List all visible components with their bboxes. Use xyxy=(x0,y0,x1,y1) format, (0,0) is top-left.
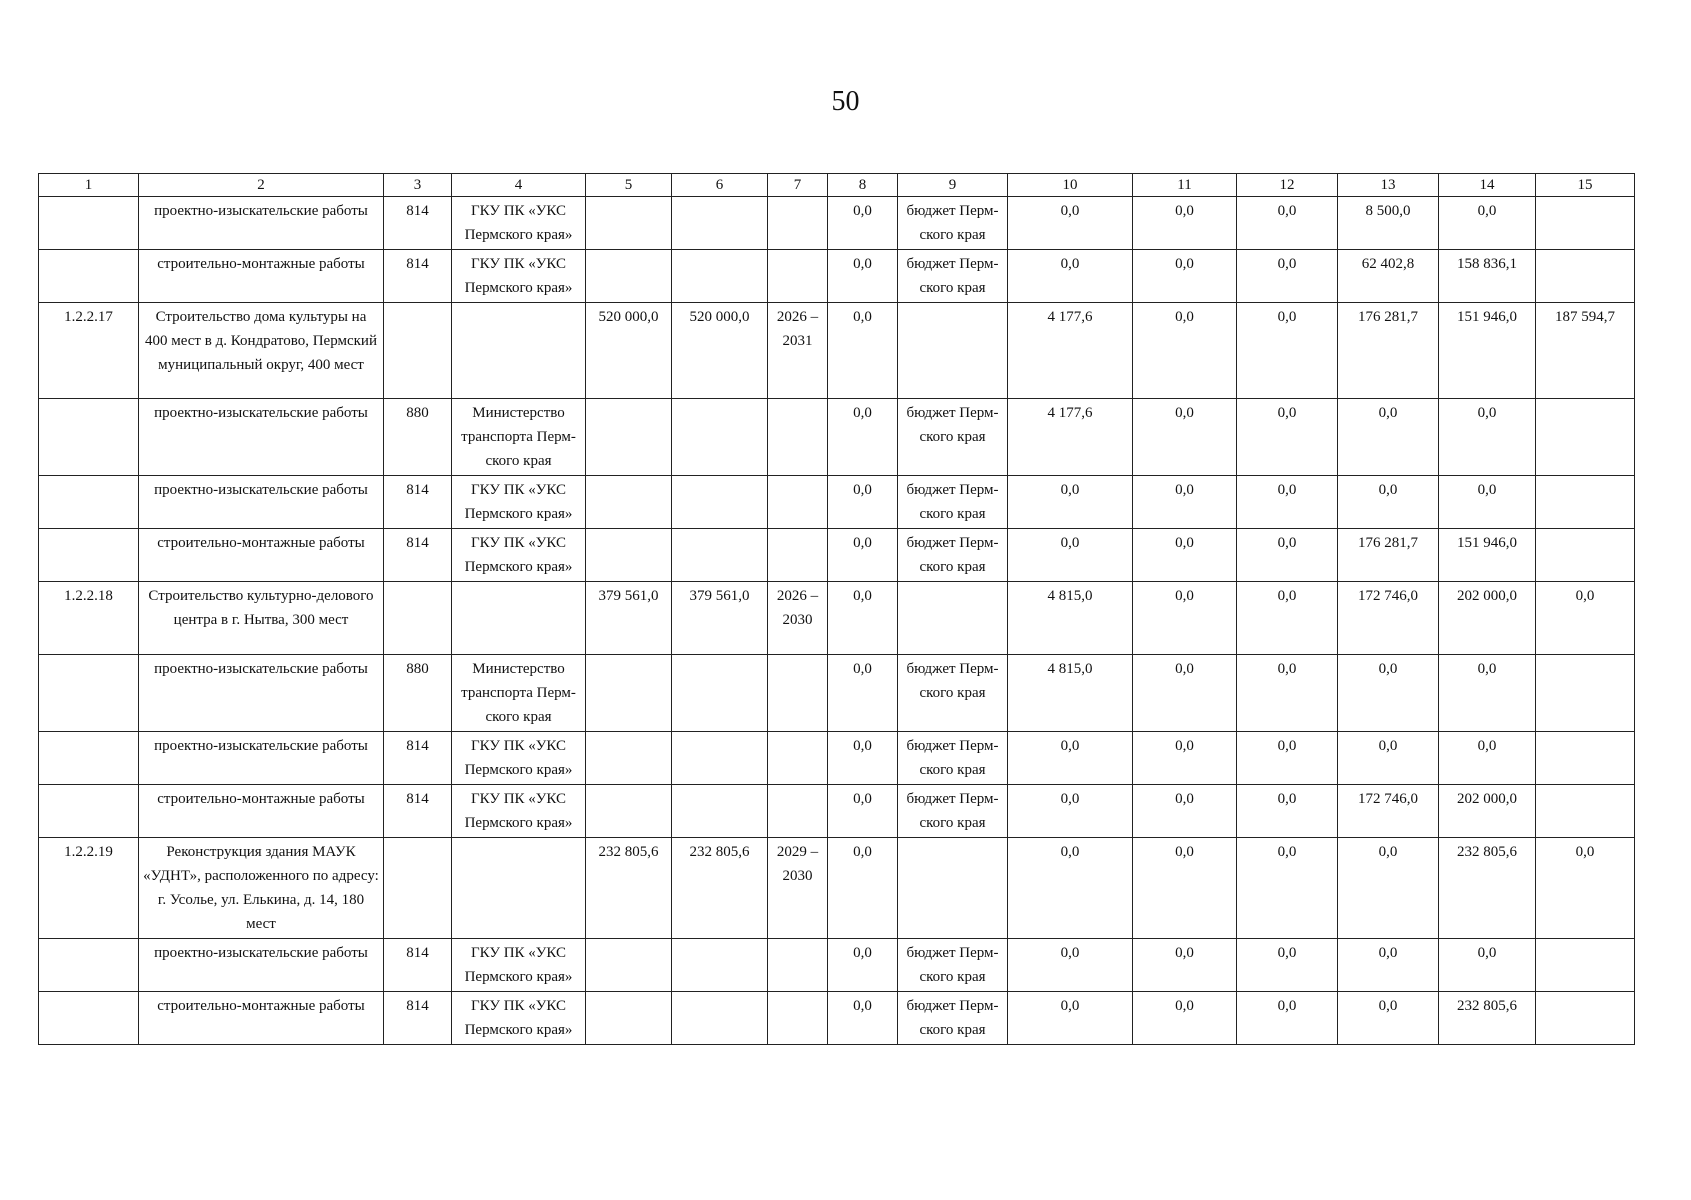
table-cell: 4 177,6 xyxy=(1008,303,1133,399)
table-cell: 0,0 xyxy=(828,838,898,939)
table-cell xyxy=(39,529,139,582)
table-cell xyxy=(39,197,139,250)
table-cell: 0,0 xyxy=(1237,838,1338,939)
column-header: 12 xyxy=(1237,174,1338,197)
table-cell: 62 402,8 xyxy=(1338,250,1439,303)
table-cell: 0,0 xyxy=(1439,655,1536,732)
table-cell: 814 xyxy=(384,476,452,529)
table-cell: 0,0 xyxy=(1237,250,1338,303)
table-cell: 0,0 xyxy=(1008,529,1133,582)
table-cell: 0,0 xyxy=(1237,303,1338,399)
table-cell xyxy=(1536,939,1635,992)
table-cell: 0,0 xyxy=(828,582,898,655)
table-cell: 151 946,0 xyxy=(1439,303,1536,399)
table-cell: 0,0 xyxy=(1439,939,1536,992)
table-cell: 232 805,6 xyxy=(586,838,672,939)
table-cell xyxy=(1536,732,1635,785)
table-cell: 2029 – 2030 xyxy=(768,838,828,939)
table-cell: 814 xyxy=(384,529,452,582)
table-cell: проектно-изыскательские работы xyxy=(139,732,384,785)
table-cell: 176 281,7 xyxy=(1338,529,1439,582)
table-cell: ГКУ ПК «УКС Пермского края» xyxy=(452,529,586,582)
table-cell: 0,0 xyxy=(1133,250,1237,303)
table-cell: 0,0 xyxy=(1338,992,1439,1045)
table-cell: 0,0 xyxy=(1338,732,1439,785)
table-cell xyxy=(672,992,768,1045)
table-cell: 0,0 xyxy=(1008,197,1133,250)
table-cell: 4 815,0 xyxy=(1008,582,1133,655)
table-cell xyxy=(672,939,768,992)
table-row xyxy=(39,582,1635,655)
table-cell: 202 000,0 xyxy=(1439,582,1536,655)
table-cell xyxy=(586,197,672,250)
table-cell xyxy=(384,582,452,655)
table-cell xyxy=(768,732,828,785)
table-cell: 0,0 xyxy=(1237,992,1338,1045)
table-cell: 0,0 xyxy=(1237,655,1338,732)
table-cell xyxy=(1536,529,1635,582)
table-cell: 0,0 xyxy=(1008,732,1133,785)
table-cell: Реконструкция здания МАУК «УДНТ», расположенного по адресу: г. Усолье, ул. Елькина, д. 14, 180 мест xyxy=(139,838,384,939)
table-row xyxy=(39,655,1635,732)
table-cell: 0,0 xyxy=(1133,399,1237,476)
table-cell xyxy=(586,250,672,303)
table-cell: 0,0 xyxy=(1536,582,1635,655)
table-row xyxy=(39,303,1635,399)
table-cell xyxy=(672,197,768,250)
table-cell: 1.2.2.19 xyxy=(39,838,139,939)
table-cell xyxy=(39,939,139,992)
table-cell: бюджет Перм-ского края xyxy=(898,939,1008,992)
table-cell: 0,0 xyxy=(828,785,898,838)
table-cell xyxy=(1536,655,1635,732)
table-cell: 0,0 xyxy=(1133,197,1237,250)
table-cell xyxy=(39,655,139,732)
budget-table xyxy=(38,173,1635,1045)
table-cell: 0,0 xyxy=(1133,992,1237,1045)
table-cell: 0,0 xyxy=(1133,939,1237,992)
table-cell: ГКУ ПК «УКС Пермского края» xyxy=(452,732,586,785)
table-cell xyxy=(39,476,139,529)
table-cell: 0,0 xyxy=(1439,476,1536,529)
table-cell: проектно-изыскательские работы xyxy=(139,939,384,992)
table-cell: 379 561,0 xyxy=(586,582,672,655)
table-cell: 0,0 xyxy=(1237,732,1338,785)
table-cell xyxy=(452,838,586,939)
column-header: 9 xyxy=(898,174,1008,197)
table-cell: 814 xyxy=(384,939,452,992)
table-cell xyxy=(39,732,139,785)
table-cell: 0,0 xyxy=(1237,785,1338,838)
table-cell: 0,0 xyxy=(1237,197,1338,250)
table-cell: строительно-монтажные работы xyxy=(139,529,384,582)
table-cell: 232 805,6 xyxy=(1439,838,1536,939)
table-cell: 0,0 xyxy=(1439,399,1536,476)
table-cell: 379 561,0 xyxy=(672,582,768,655)
table-cell xyxy=(672,399,768,476)
table-cell: 202 000,0 xyxy=(1439,785,1536,838)
table-cell: 0,0 xyxy=(1133,655,1237,732)
table-cell: 880 xyxy=(384,655,452,732)
table-cell: ГКУ ПК «УКС Пермского края» xyxy=(452,785,586,838)
table-cell xyxy=(586,785,672,838)
table-cell: Строительство культурно-делового центра в г. Нытва, 300 мест xyxy=(139,582,384,655)
table-cell: 172 746,0 xyxy=(1338,785,1439,838)
table-cell xyxy=(768,399,828,476)
table-cell: 151 946,0 xyxy=(1439,529,1536,582)
table-cell: 0,0 xyxy=(828,250,898,303)
column-header: 8 xyxy=(828,174,898,197)
table-cell: 0,0 xyxy=(1338,838,1439,939)
table-cell: строительно-монтажные работы xyxy=(139,992,384,1045)
table-cell: 0,0 xyxy=(828,399,898,476)
table-cell xyxy=(672,732,768,785)
table-cell: ГКУ ПК «УКС Пермского края» xyxy=(452,250,586,303)
table-cell: 2026 – 2030 xyxy=(768,582,828,655)
table-cell: 2026 – 2031 xyxy=(768,303,828,399)
table-row xyxy=(39,476,1635,529)
table-cell xyxy=(39,785,139,838)
table-cell: 0,0 xyxy=(1338,476,1439,529)
table-cell xyxy=(452,582,586,655)
table-cell: 0,0 xyxy=(1536,838,1635,939)
table-cell: ГКУ ПК «УКС Пермского края» xyxy=(452,992,586,1045)
table-cell: строительно-монтажные работы xyxy=(139,250,384,303)
table-cell xyxy=(672,529,768,582)
table-cell: ГКУ ПК «УКС Пермского края» xyxy=(452,476,586,529)
column-header: 7 xyxy=(768,174,828,197)
table-cell: 0,0 xyxy=(1133,529,1237,582)
table-cell: 0,0 xyxy=(1439,732,1536,785)
column-header: 1 xyxy=(39,174,139,197)
table-cell xyxy=(672,785,768,838)
table-cell: 0,0 xyxy=(1439,197,1536,250)
column-header: 6 xyxy=(672,174,768,197)
table-cell: 1.2.2.17 xyxy=(39,303,139,399)
table-cell: бюджет Перм-ского края xyxy=(898,250,1008,303)
table-cell: 0,0 xyxy=(1237,939,1338,992)
table-cell xyxy=(586,529,672,582)
table-cell: 172 746,0 xyxy=(1338,582,1439,655)
table-row xyxy=(39,785,1635,838)
table-cell xyxy=(768,785,828,838)
table-cell xyxy=(898,838,1008,939)
table-cell: 0,0 xyxy=(1338,655,1439,732)
table-cell xyxy=(586,992,672,1045)
table-cell xyxy=(39,399,139,476)
table-cell: строительно-монтажные работы xyxy=(139,785,384,838)
table-body xyxy=(39,174,1635,1045)
table-cell: 0,0 xyxy=(1237,476,1338,529)
table-row xyxy=(39,399,1635,476)
table-cell: 1.2.2.18 xyxy=(39,582,139,655)
table-cell: ГКУ ПК «УКС Пермского края» xyxy=(452,197,586,250)
table-cell: проектно-изыскательские работы xyxy=(139,197,384,250)
table-cell: 0,0 xyxy=(1338,399,1439,476)
table-row xyxy=(39,250,1635,303)
column-header: 14 xyxy=(1439,174,1536,197)
table-cell: 0,0 xyxy=(828,939,898,992)
table-cell: 814 xyxy=(384,992,452,1045)
table-cell: проектно-изыскательские работы xyxy=(139,399,384,476)
table-cell xyxy=(586,939,672,992)
table-cell: 4 177,6 xyxy=(1008,399,1133,476)
column-header: 11 xyxy=(1133,174,1237,197)
table-cell: бюджет Перм-ского края xyxy=(898,529,1008,582)
table-cell: 0,0 xyxy=(828,303,898,399)
table-cell: проектно-изыскательские работы xyxy=(139,655,384,732)
table-cell: 814 xyxy=(384,197,452,250)
table-cell xyxy=(586,655,672,732)
table-cell: бюджет Перм-ского края xyxy=(898,197,1008,250)
table-cell xyxy=(672,476,768,529)
table-cell: 0,0 xyxy=(1133,785,1237,838)
table-cell xyxy=(1536,476,1635,529)
table-cell: бюджет Перм-ского края xyxy=(898,992,1008,1045)
table-cell xyxy=(768,197,828,250)
table-cell xyxy=(1536,250,1635,303)
table-cell: 158 836,1 xyxy=(1439,250,1536,303)
column-header: 15 xyxy=(1536,174,1635,197)
table-cell: 0,0 xyxy=(1338,939,1439,992)
table-cell: 0,0 xyxy=(1008,939,1133,992)
table-cell: Строительство дома культуры на 400 мест в д. Кондратово, Пермский муниципальный округ, 400 мест xyxy=(139,303,384,399)
table-cell: 814 xyxy=(384,732,452,785)
table-cell: 0,0 xyxy=(1133,582,1237,655)
table-cell: 0,0 xyxy=(1008,838,1133,939)
table-row xyxy=(39,529,1635,582)
table-cell: 0,0 xyxy=(1133,303,1237,399)
table-cell: бюджет Перм-ского края xyxy=(898,732,1008,785)
table-cell: 0,0 xyxy=(1008,992,1133,1045)
table-cell: 814 xyxy=(384,250,452,303)
table-cell xyxy=(672,655,768,732)
table-row xyxy=(39,838,1635,939)
table-cell xyxy=(768,476,828,529)
table-cell xyxy=(384,838,452,939)
table-cell xyxy=(768,655,828,732)
table-cell: проектно-изыскательские работы xyxy=(139,476,384,529)
table-cell: ГКУ ПК «УКС Пермского края» xyxy=(452,939,586,992)
table-cell: 232 805,6 xyxy=(1439,992,1536,1045)
table-cell: 0,0 xyxy=(1008,785,1133,838)
table-cell: бюджет Перм-ского края xyxy=(898,476,1008,529)
table-cell: 0,0 xyxy=(1133,476,1237,529)
header-row xyxy=(39,174,1635,197)
column-header: 2 xyxy=(139,174,384,197)
table-row xyxy=(39,197,1635,250)
table-cell xyxy=(586,476,672,529)
table-cell: 0,0 xyxy=(1133,732,1237,785)
table-cell xyxy=(1536,399,1635,476)
table-cell xyxy=(1536,197,1635,250)
table-cell: 176 281,7 xyxy=(1338,303,1439,399)
table-cell: Министерство транспорта Перм-ского края xyxy=(452,399,586,476)
table-cell xyxy=(39,992,139,1045)
table-cell: 0,0 xyxy=(828,476,898,529)
table-cell xyxy=(586,732,672,785)
table-cell: Министерство транспорта Перм-ского края xyxy=(452,655,586,732)
table-cell: бюджет Перм-ского края xyxy=(898,399,1008,476)
table-cell: 814 xyxy=(384,785,452,838)
table-cell: 0,0 xyxy=(1237,399,1338,476)
table-cell: 520 000,0 xyxy=(672,303,768,399)
table-row xyxy=(39,992,1635,1045)
table-cell xyxy=(586,399,672,476)
table-cell xyxy=(384,303,452,399)
table-cell: 0,0 xyxy=(1237,582,1338,655)
table-cell xyxy=(452,303,586,399)
table-row xyxy=(39,732,1635,785)
column-header: 10 xyxy=(1008,174,1133,197)
table-cell: 880 xyxy=(384,399,452,476)
table-cell: 0,0 xyxy=(828,732,898,785)
table-cell: 0,0 xyxy=(828,655,898,732)
table-cell xyxy=(898,582,1008,655)
table-cell: 0,0 xyxy=(1008,476,1133,529)
column-header: 4 xyxy=(452,174,586,197)
table-cell xyxy=(768,939,828,992)
table-cell xyxy=(768,250,828,303)
table-cell: 0,0 xyxy=(1237,529,1338,582)
table-cell: 0,0 xyxy=(1008,250,1133,303)
table-cell xyxy=(39,250,139,303)
table-cell: 0,0 xyxy=(828,992,898,1045)
table-cell: 0,0 xyxy=(828,529,898,582)
table-cell xyxy=(1536,785,1635,838)
page-number: 50 xyxy=(831,86,860,117)
table-cell: бюджет Перм-ского края xyxy=(898,785,1008,838)
table-cell xyxy=(898,303,1008,399)
table-cell xyxy=(1536,992,1635,1045)
column-header: 5 xyxy=(586,174,672,197)
table-cell: 4 815,0 xyxy=(1008,655,1133,732)
table-cell xyxy=(672,250,768,303)
table-row xyxy=(39,939,1635,992)
table-cell: 520 000,0 xyxy=(586,303,672,399)
table-cell: 0,0 xyxy=(1133,838,1237,939)
table-cell: 0,0 xyxy=(828,197,898,250)
table-cell xyxy=(768,529,828,582)
column-header: 13 xyxy=(1338,174,1439,197)
table-cell: 232 805,6 xyxy=(672,838,768,939)
table-cell: бюджет Перм-ского края xyxy=(898,655,1008,732)
table-cell xyxy=(768,992,828,1045)
column-header: 3 xyxy=(384,174,452,197)
table-cell: 187 594,7 xyxy=(1536,303,1635,399)
table-cell: 8 500,0 xyxy=(1338,197,1439,250)
